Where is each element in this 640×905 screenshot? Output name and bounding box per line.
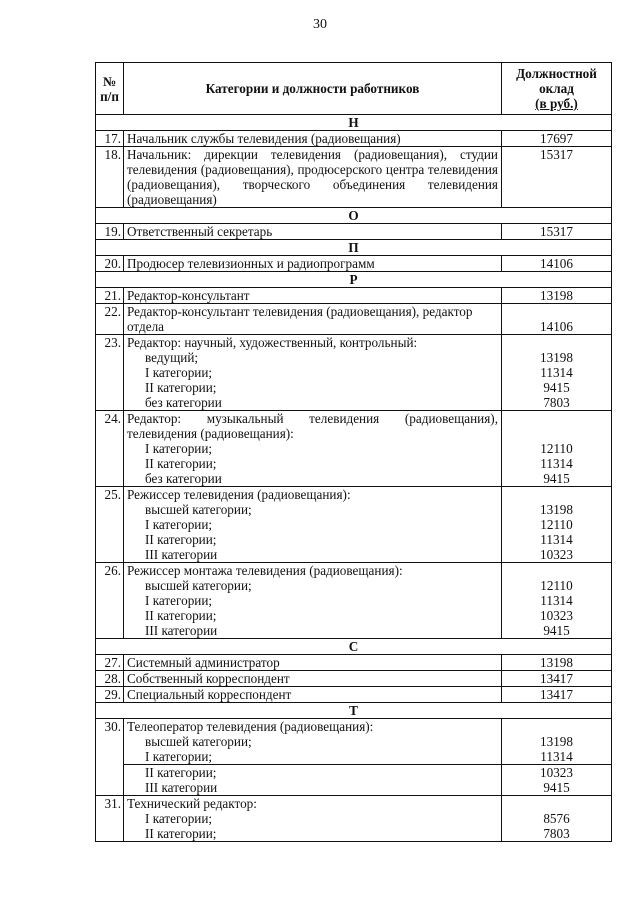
- row-position: [124, 411, 502, 487]
- category-salary: 13198: [540, 502, 573, 517]
- category-label: III категории: [145, 780, 218, 795]
- category-salary: 11314: [540, 365, 573, 380]
- row-position: Продюсер телевизионных и радиопрограмм: [124, 256, 502, 272]
- row-position: Начальник службы телевидения (радиовещания): [124, 131, 502, 147]
- table-row: [96, 671, 612, 687]
- table-row: [96, 335, 612, 411]
- row-salary: 15317: [502, 224, 612, 240]
- category-salary: 13198: [540, 734, 573, 749]
- category-salary: 11314: [540, 532, 573, 547]
- category-label: I категории;: [145, 441, 213, 456]
- row-salary: [502, 487, 612, 563]
- category-label: I категории;: [145, 517, 213, 532]
- table-row: [96, 411, 612, 487]
- category-salary: 8576: [543, 811, 570, 826]
- row-position-title: Технический редактор:: [127, 796, 257, 811]
- category-salary: 12110: [540, 517, 573, 532]
- category-salary: 12110: [540, 578, 573, 593]
- table-header: [96, 63, 612, 115]
- category-salary: 10323: [540, 547, 573, 562]
- row-number: 27.: [96, 655, 124, 671]
- row-position: Системный администратор: [124, 655, 502, 671]
- row-salary: 17697: [502, 131, 612, 147]
- row-position-title: Редактор: музыкальный телевидения (радиовещания), телевидения (радиовещания):: [127, 411, 498, 441]
- table-row: [96, 288, 612, 304]
- category-salary: 11314: [540, 593, 573, 608]
- category-salary: 9415: [543, 471, 570, 486]
- table-row: [96, 655, 612, 671]
- table-row: [96, 147, 612, 208]
- table-row: [96, 487, 612, 563]
- category-label: высшей категории;: [145, 734, 252, 749]
- category-salary: 10323: [540, 608, 573, 623]
- row-position: Специальный корреспондент: [124, 687, 502, 703]
- salary-table: [95, 62, 612, 842]
- row-number: 18.: [96, 147, 124, 208]
- category-salary: 13198: [540, 350, 573, 365]
- section-letter: Н: [96, 115, 612, 131]
- section-letter-row: [96, 703, 612, 719]
- section-letter: С: [96, 639, 612, 655]
- section-letter-row: [96, 115, 612, 131]
- category-salary: 9415: [543, 780, 570, 795]
- category-salary: 9415: [543, 623, 570, 638]
- category-salary: 9415: [543, 380, 570, 395]
- row-number: 22.: [96, 304, 124, 335]
- category-salary: 7803: [543, 395, 570, 410]
- row-position: Редактор-консультант: [124, 288, 502, 304]
- row-position: Редактор-консультант телевидения (радиовещания), редактор отдела: [124, 304, 502, 335]
- row-salary: 13417: [502, 671, 612, 687]
- category-salary: 12110: [540, 441, 573, 456]
- header-category: Категории и должности работников: [124, 63, 502, 115]
- table-row: [96, 765, 612, 796]
- table-row: [96, 131, 612, 147]
- row-position: [124, 563, 502, 639]
- section-letter: П: [96, 240, 612, 256]
- row-number: 31.: [96, 796, 124, 842]
- row-number: 24.: [96, 411, 124, 487]
- table-row: [96, 256, 612, 272]
- row-position: [124, 487, 502, 563]
- row-salary: 14106: [502, 256, 612, 272]
- section-letter-row: [96, 208, 612, 224]
- row-position: [124, 765, 502, 796]
- row-salary: [502, 335, 612, 411]
- category-label: ведущий;: [145, 350, 199, 365]
- row-number: 19.: [96, 224, 124, 240]
- category-label: без категории: [145, 471, 222, 486]
- row-number: 20.: [96, 256, 124, 272]
- category-label: II категории;: [145, 826, 217, 841]
- table-row: [96, 224, 612, 240]
- row-number: 29.: [96, 687, 124, 703]
- row-number: 17.: [96, 131, 124, 147]
- table-row: [96, 687, 612, 703]
- header-salary-line2: оклад: [539, 81, 574, 96]
- category-label: III категории: [145, 547, 218, 562]
- section-letter-row: [96, 272, 612, 288]
- header-number: [96, 63, 124, 115]
- table-row: [96, 796, 612, 842]
- row-number: 28.: [96, 671, 124, 687]
- row-position-title: Режиссер телевидения (радиовещания):: [127, 487, 351, 502]
- row-salary: 13198: [502, 288, 612, 304]
- header-salary-line3: (в руб.): [535, 96, 578, 111]
- row-salary: 13198: [502, 655, 612, 671]
- row-number: 21.: [96, 288, 124, 304]
- row-number: 30.: [96, 719, 124, 796]
- category-label: II категории;: [145, 608, 217, 623]
- row-salary: 13417: [502, 687, 612, 703]
- row-position-title: Редактор: научный, художественный, контрольный:: [127, 335, 418, 350]
- category-label: I категории;: [145, 749, 213, 764]
- category-label: высшей категории;: [145, 578, 252, 593]
- header-salary: [502, 63, 612, 115]
- row-salary: 15317: [502, 147, 612, 208]
- category-salary: 7803: [543, 826, 570, 841]
- row-position-title: Телеоператор телевидения (радиовещания):: [127, 719, 374, 734]
- category-label: II категории;: [145, 532, 217, 547]
- header-number-abbr: п/п: [100, 88, 119, 104]
- category-label: I категории;: [145, 365, 213, 380]
- row-position: Собственный корреспондент: [124, 671, 502, 687]
- section-letter: Р: [96, 272, 612, 288]
- section-letter: О: [96, 208, 612, 224]
- row-number: 23.: [96, 335, 124, 411]
- table-row: [96, 304, 612, 335]
- row-position: Начальник: дирекции телевидения (радиовещания), студии телевидения (радиовещания), продюсерского центра телевидения (радиовещания), творческого объединения телевидения (радиовещания): [124, 147, 502, 208]
- row-salary: [502, 796, 612, 842]
- category-label: II категории;: [145, 380, 217, 395]
- category-salary: 10323: [540, 765, 573, 780]
- row-position: [124, 335, 502, 411]
- category-label: высшей категории;: [145, 502, 252, 517]
- page-number: 30: [313, 17, 327, 32]
- row-salary: [502, 563, 612, 639]
- row-position: Ответственный секретарь: [124, 224, 502, 240]
- row-salary: [502, 411, 612, 487]
- category-label: I категории;: [145, 593, 213, 608]
- section-letter: Т: [96, 703, 612, 719]
- table-row: [96, 719, 612, 765]
- row-position: [124, 719, 502, 765]
- row-salary: 14106: [502, 304, 612, 335]
- category-label: II категории;: [145, 456, 217, 471]
- row-position: [124, 796, 502, 842]
- section-letter-row: [96, 240, 612, 256]
- category-salary: 11314: [540, 456, 573, 471]
- section-letter-row: [96, 639, 612, 655]
- header-salary-line1: Должностной: [516, 66, 597, 81]
- category-label: без категории: [145, 395, 222, 410]
- header-number-sign: №: [102, 73, 117, 89]
- category-label: III категории: [145, 623, 218, 638]
- row-position-title: Режиссер монтажа телевидения (радиовещания):: [127, 563, 403, 578]
- category-label: II категории;: [145, 765, 217, 780]
- table-row: [96, 563, 612, 639]
- row-salary: [502, 719, 612, 765]
- category-label: I категории;: [145, 811, 213, 826]
- row-number: 26.: [96, 563, 124, 639]
- category-salary: 11314: [540, 749, 573, 764]
- row-number: 25.: [96, 487, 124, 563]
- row-salary: [502, 765, 612, 796]
